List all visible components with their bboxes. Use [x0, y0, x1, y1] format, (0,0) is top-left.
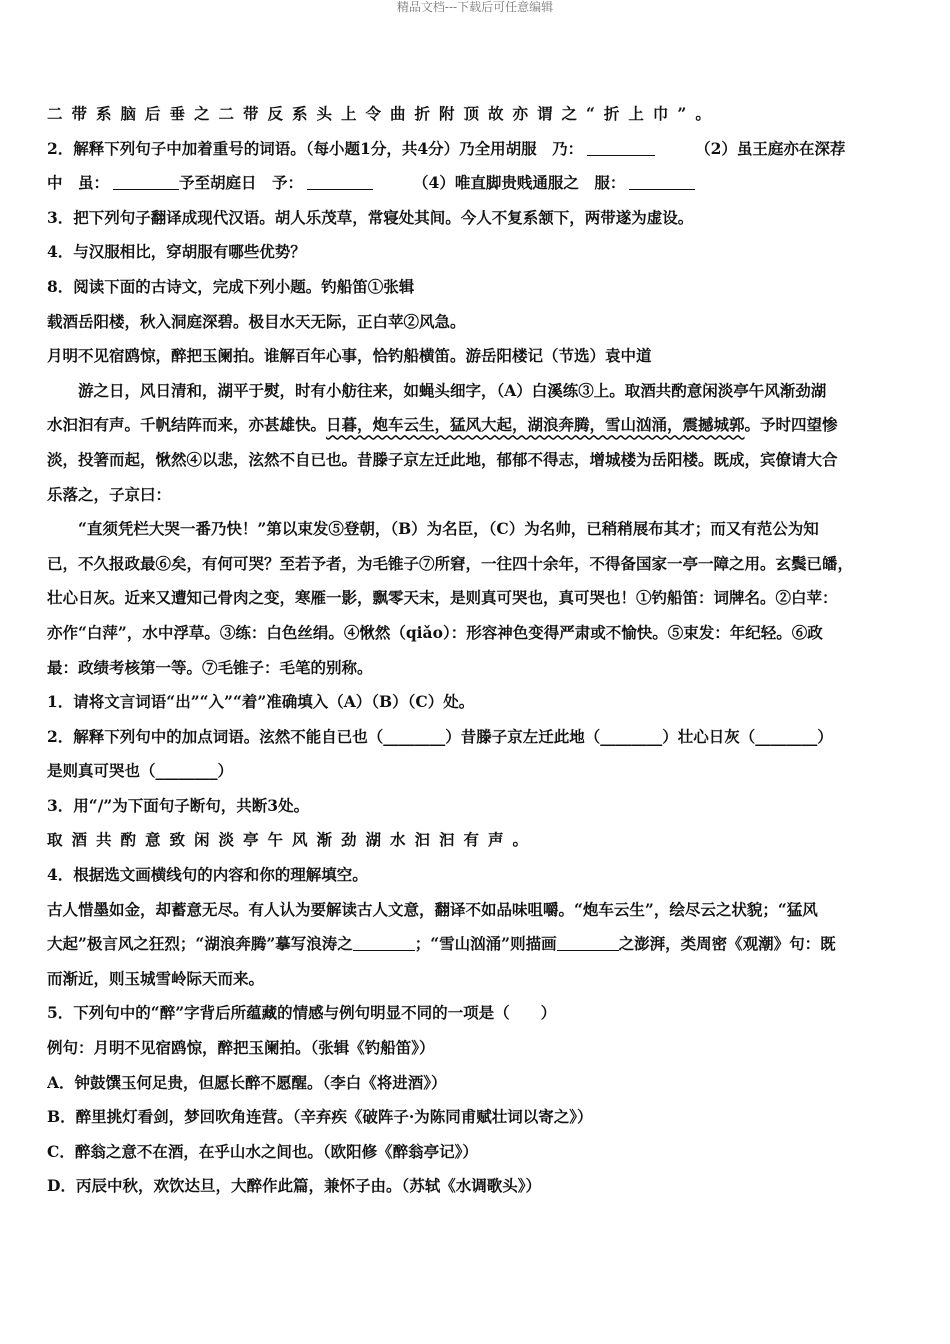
example-sentence: 例句：月明不见宿鸥惊，醉把玉阑拍。（张辑《钓船笛》）: [47, 1038, 435, 1058]
punctuation-sentence: 取酒共酌意致闲淡亭午风渐劲湖水汩汩有声。: [47, 830, 538, 850]
passage-line: 乐落之，子京曰：: [47, 484, 172, 504]
passage-text: 水汩汩有声。千帆结阵而来，亦甚雄快。: [47, 415, 327, 435]
passage-line: 壮心日灰。近来又遭知己骨肉之变，寒雁一影，飘零天末，是则真可哭也，真可哭也！①钓船笛：词牌名。②白苹：: [47, 588, 838, 608]
answer-blank[interactable]: [307, 171, 373, 190]
passage-line: 游之日，风日清和，湖平于熨，时有小舫往来，如蝇头细字，（A）白溪练③上。取酒共酌意闲淡亭午风渐劲湖: [78, 380, 827, 400]
document-body: [47, 97, 904, 1204]
poem-line: 载酒岳阳楼，秋入洞庭深碧。极目水天无际，正白苹②风急。: [47, 311, 466, 331]
subquestion-4: 4．根据选文画横线句的内容和你的理解填空。: [47, 865, 368, 885]
question-2-item: 予至胡庭日 予：: [179, 173, 304, 193]
underlined-sentence: 日暮，炮车云生，猛风大起，湖浪奔腾，雪山汹涌，震撼城郭: [326, 415, 745, 435]
text-line: 二带系脑后垂之二带反系头上令曲折附顶故亦谓之“折上巾”。: [47, 104, 720, 123]
option-b[interactable]: B．醉里挑灯看剑，梦回吹角连营。（辛弃疾《破阵子·为陈同甫赋壮词以寄之》）: [47, 1107, 593, 1127]
page-header: 精品文档---下载后可任意编辑: [396, 0, 554, 14]
subquestion-5: 5．下列句中的“醉”字背后所蕴藏的情感与例句明显不同的一项是（ ）: [47, 1003, 557, 1023]
question-2-item: 中 虽：: [47, 173, 110, 193]
subquestion-4-text: 古人惜墨如金，却蓄意无尽。有人认为要解读古人文意，翻译不如品味咀嚼。“炮车云生”，绘尽云之状貌；“猛风: [47, 899, 818, 919]
passage-text: 。予时四望惨: [744, 415, 838, 435]
passage-line: “直须凭栏大哭一番乃快！”第以束发⑤登朝，（B）为名臣，（C）为名帅，已稍稍展布其才；而又有范公为知: [78, 519, 819, 539]
passage-line: 淡，投箸而起，愀然④以悲，泫然不自已也。昔滕子京左迁此地，郁郁不得志，增城楼为岳阳楼。既成，宾僚请大合: [47, 449, 838, 469]
subquestion-4-text: 而渐近，则玉城雪岭际天而来。: [47, 968, 265, 988]
subquestion-3: 3．用“/”为下面句子断句，共断3处。: [47, 795, 310, 815]
footnote-line: 最：政绩考核第一等。⑦毛锥子：毛笔的别称。: [47, 657, 373, 677]
question-2-item: （2）虽王庭亦在深荐: [695, 138, 846, 158]
poem-line: 月明不见宿鸥惊，醉把玉阑拍。谁解百年心事，恰钓船横笛。游岳阳楼记（节选）袁中道: [47, 346, 652, 366]
fill-text: 大起”极言风之狂烈；“湖浪奔腾”摹写浪涛之: [47, 934, 353, 954]
question-2: [47, 132, 904, 167]
answer-blank[interactable]: [629, 171, 695, 190]
option-d[interactable]: D．丙辰中秋，欢饮达旦，大醉作此篇，兼怀子由。（苏轼《水调歌头》）: [47, 1176, 541, 1196]
fill-text: ；“雪山汹涌”则描画: [414, 934, 557, 954]
option-a[interactable]: A．钟鼓馔玉何足贵，但愿长醉不愿醒。（李白《将进酒》）: [47, 1072, 447, 1092]
question-2-cont: [47, 166, 904, 201]
footnote-line: 亦作“白萍”，水中浮草。③练：白色丝绢。④愀然（qiǎo）：形容神色变得严肃或不愉快。⑤束发：年纪轻。⑥政: [47, 622, 823, 642]
subquestion-2: 2．解释下列句中的加点词语。泫然不能自已也（________）昔滕子京左迁此地（________）壮心日灰（________）: [47, 726, 833, 746]
question-2-text: 2．解释下列句子中加着重号的词语。（每小题1分，共4分）乃全用胡服 乃：: [47, 138, 584, 158]
question-2-item: （4）唯直脚贵贱通服之 服：: [413, 173, 626, 193]
fill-text: 之澎湃，类周密《观潮》句：既: [618, 934, 836, 954]
answer-blank[interactable]: [587, 137, 655, 156]
subquestion-2-cont: 是则真可哭也（________）: [47, 761, 234, 781]
question-8: 8．阅读下面的古诗文，完成下列小题。钓船笛①张辑: [47, 276, 415, 296]
answer-blank[interactable]: [113, 171, 179, 190]
subquestion-4-text: [47, 927, 904, 962]
fill-blank[interactable]: [557, 934, 619, 951]
subquestion-1: 1．请将文言词语“出”“入”“着”准确填入（A）（B）（C）处。: [47, 692, 475, 712]
question-4: 4．与汉服相比，穿胡服有哪些优势？: [47, 242, 306, 262]
option-c[interactable]: C．醉翁之意不在酒，在乎山水之间也。（欧阳修《醉翁亭记》）: [47, 1141, 478, 1161]
passage-line: [47, 408, 904, 443]
passage-line: 已，不久报政最⑥矣，有何可哭？至若予者，为毛锥子⑦所窘，一往四十余年，不得备国家一亭一障之用。玄鬓已皤，: [47, 553, 854, 573]
question-3: 3．把下列句子翻译成现代汉语。胡人乐茂草，常寝处其间。今人不复系颔下，两带遂为虚设。: [47, 207, 694, 227]
fill-blank[interactable]: [353, 934, 415, 951]
